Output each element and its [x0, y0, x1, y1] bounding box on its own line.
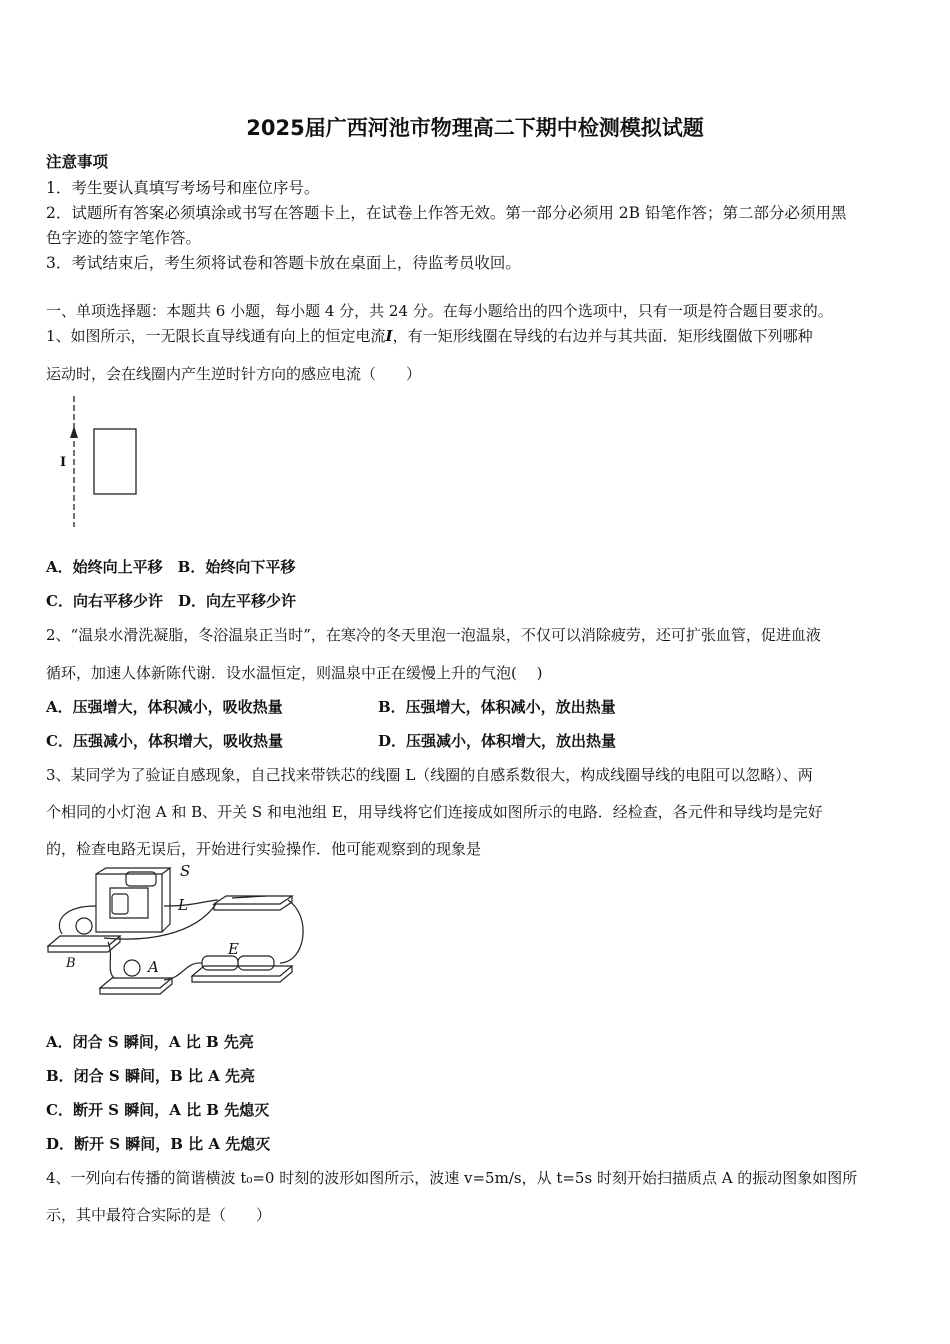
q4-stem-line2: 示，其中最符合实际的是（ ）	[46, 1206, 272, 1224]
q2-stem-line2: 循环，加速人体新陈代谢．设水温恒定，则温泉中正在缓慢上升的气泡( )	[46, 664, 543, 682]
q1-stem-line2: 运动时，会在线圈内产生逆时针方向的感应电流（ ）	[46, 365, 422, 383]
notice-item-1: 1．考生要认真填写考场号和座位序号。	[46, 179, 320, 197]
q3-option-a: A．闭合 S 瞬间，A 比 B 先亮	[46, 1033, 254, 1051]
q3-bulb-a-board	[100, 978, 172, 994]
q3-coil-left	[112, 894, 128, 914]
q3-battery-board	[192, 966, 292, 982]
q3-battery-cell-1	[202, 956, 238, 970]
q3-battery-cell-2	[238, 956, 274, 970]
q3-circuit-figure	[44, 866, 306, 1006]
notice-item-2-cont: 色字迹的签字笔作答。	[46, 229, 202, 247]
q3-iron-core	[96, 874, 162, 932]
q3-wire-3	[280, 900, 303, 963]
q1-figure	[56, 394, 146, 529]
q2-stem-line1: 2、“温泉水滑洗凝脂，冬浴温泉正当时”，在寒冷的冬天里泡一泡温泉，不仅可以消除疲劳，还可扩张血管，促进血液	[46, 626, 821, 644]
q1-stem-a: 1、如图所示，一无限长直导线通有向上的恒定电流	[46, 327, 386, 345]
q2-option-d: D．压强减小，体积增大，放出热量	[378, 732, 617, 750]
q3-stem-line2: 个相同的小灯泡 A 和 B、开关 S 和电池组 E，用导线将它们连接成如图所示的电路．经检查，各元件和导线均是完好	[46, 803, 823, 821]
q3-bulb-b	[76, 918, 92, 934]
q3-option-b: B．闭合 S 瞬间，B 比 A 先亮	[46, 1067, 255, 1085]
q3-option-c: C．断开 S 瞬间，A 比 B 先熄灭	[46, 1101, 270, 1119]
q3-core-top	[96, 868, 170, 932]
notice-item-3: 3．考试结束后，考生须将试卷和答题卡放在桌面上，待监考员收回。	[46, 254, 521, 272]
q2-option-c: C．压强减小，体积增大，吸收热量	[46, 732, 283, 750]
q1-current-arrow	[70, 426, 78, 438]
q1-loop	[94, 429, 136, 494]
q3-switch-board	[214, 896, 292, 910]
q2-option-b: B．压强增大，体积减小，放出热量	[378, 698, 616, 716]
q1-current-symbol: I	[385, 327, 393, 345]
q3-stem-line3: 的，检查电路无误后，开始进行实验操作．他可能观察到的现象是	[46, 840, 482, 858]
q3-label-l: L	[178, 896, 188, 914]
q2-option-a: A．压强增大，体积减小，吸收热量	[46, 698, 283, 716]
q4-stem-line1: 4、一列向右传播的简谐横波 t₀=0 时刻的波形如图所示，波速 v=5m/s，从 t=5s 时刻开始扫描质点 A 的振动图象如图所	[46, 1169, 858, 1187]
q3-label-s: S	[180, 862, 191, 880]
q3-stem-line1: 3、某同学为了验证自感现象，自己找来带铁芯的线圈 L（线圈的自感系数很大，构成线圈导线的电阻可以忽略）、两	[46, 766, 813, 784]
section-heading: 一、单项选择题：本题共 6 小题，每小题 4 分，共 24 分。在每小题给出的四个选项中，只有一项是符合题目要求的。	[46, 302, 833, 320]
q1-options-ab: A．始终向上平移 B．始终向下平移	[46, 558, 296, 576]
q1-options-cd: C．向右平移少许 D．向左平移少许	[46, 592, 296, 610]
page-title: 2025届广西河池市物理高二下期中检测模拟试题	[246, 116, 704, 140]
q3-label-e: E	[228, 940, 239, 958]
notice-item-2: 2．试题所有答案必须填涂或书写在答题卡上，在试卷上作答无效。第一部分必须用 2B 铅笔作答；第二部分必须用黑	[46, 204, 847, 222]
q1-stem-line1	[46, 326, 813, 346]
q1-figure-label: I	[60, 455, 67, 470]
q1-stem-b: ，有一矩形线圈在导线的右边并与其共面．矩形线圈做下列哪种	[392, 327, 813, 345]
q3-wire-2	[164, 900, 218, 906]
q3-wire-6	[104, 904, 216, 939]
q3-label-b: B	[66, 956, 76, 971]
q3-option-d: D．断开 S 瞬间，B 比 A 先熄灭	[46, 1135, 271, 1153]
notice-heading: 注意事项	[46, 152, 109, 171]
q3-bulb-a	[124, 960, 140, 976]
q3-label-a: A	[148, 958, 159, 976]
